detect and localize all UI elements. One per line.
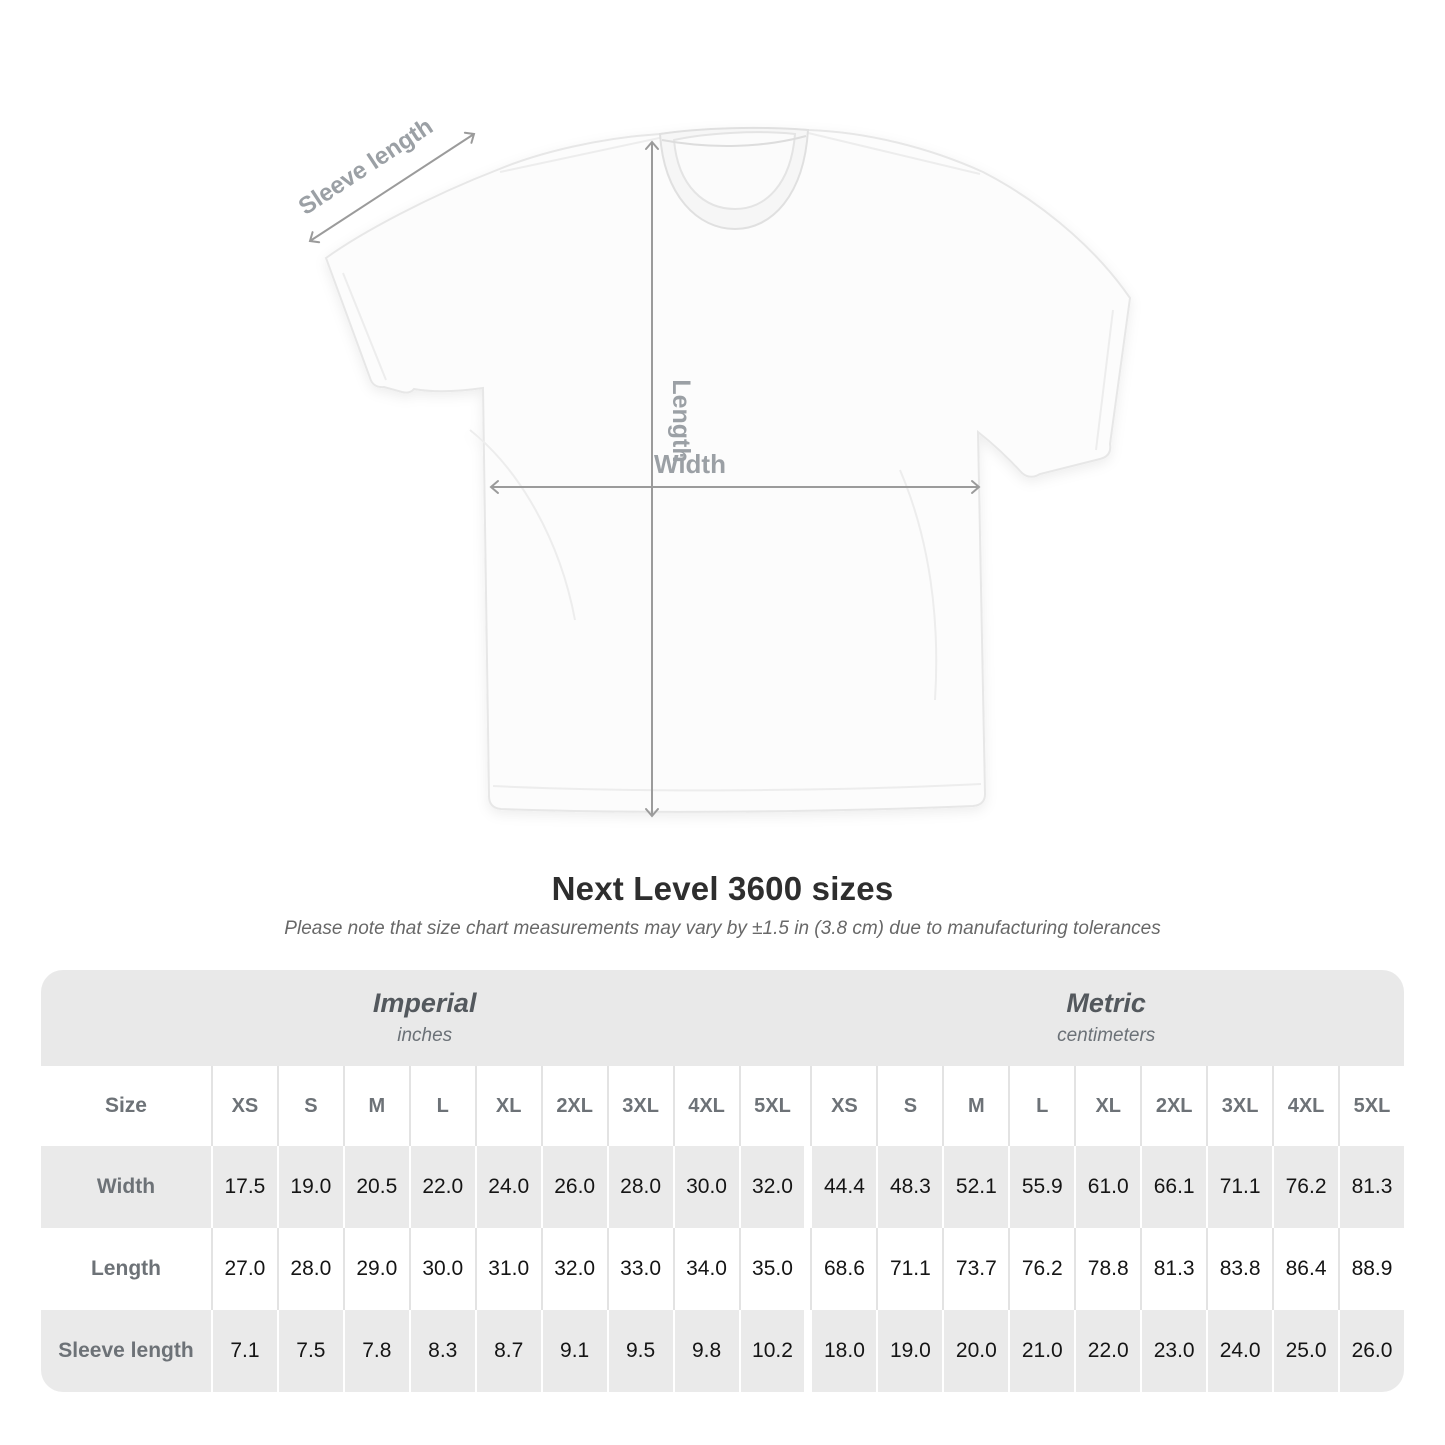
measurement-value: 28.0 <box>607 1146 673 1228</box>
table-row <box>41 1146 1404 1228</box>
measurement-value: 73.7 <box>942 1228 1008 1310</box>
size-corner-label: Size <box>104 1094 147 1117</box>
measurement-value: 8.7 <box>475 1310 541 1392</box>
measurement-value: 22.0 <box>1074 1310 1140 1392</box>
imperial-group-unit: inches <box>397 1025 453 1047</box>
measurement-value: 34.0 <box>673 1228 739 1310</box>
imperial-group-header <box>41 989 808 1048</box>
measurement-value: 78.8 <box>1074 1228 1140 1310</box>
heading-block <box>0 870 1445 940</box>
table-row <box>41 1310 1404 1392</box>
measurement-value: 26.0 <box>1338 1310 1404 1392</box>
tshirt-illustration <box>326 128 1130 812</box>
size-column-header: M <box>343 1066 409 1146</box>
measurement-value: 18.0 <box>810 1310 876 1392</box>
row-label: Length <box>90 1257 161 1280</box>
size-column-header: 5XL <box>1338 1066 1404 1146</box>
size-column-header: S <box>277 1066 343 1146</box>
size-column-header: 4XL <box>673 1066 739 1146</box>
measurement-value: 30.0 <box>673 1146 739 1228</box>
measurement-value: 23.0 <box>1140 1310 1206 1392</box>
measurement-value: 32.0 <box>541 1228 607 1310</box>
measurement-value: 8.3 <box>409 1310 475 1392</box>
size-table <box>41 970 1404 1392</box>
size-column-header: 2XL <box>541 1066 607 1146</box>
unit-group-header-band <box>41 970 1404 1066</box>
measurement-value: 76.2 <box>1272 1146 1338 1228</box>
measurement-value: 7.1 <box>211 1310 277 1392</box>
measurement-value: 81.3 <box>1338 1146 1404 1228</box>
measurement-value: 32.0 <box>739 1146 805 1228</box>
measurement-value: 81.3 <box>1140 1228 1206 1310</box>
measurement-value: 27.0 <box>211 1228 277 1310</box>
measurement-value: 29.0 <box>343 1228 409 1310</box>
size-column-header: 4XL <box>1272 1066 1338 1146</box>
measurement-value: 30.0 <box>409 1228 475 1310</box>
measurement-value: 52.1 <box>942 1146 1008 1228</box>
measurement-value: 9.5 <box>607 1310 673 1392</box>
measurement-value: 19.0 <box>876 1310 942 1392</box>
size-header-row <box>41 1066 1404 1146</box>
size-column-header: 2XL <box>1140 1066 1206 1146</box>
size-table-body <box>41 1066 1404 1392</box>
row-label: Width <box>96 1175 156 1198</box>
metric-group-header <box>808 989 1404 1048</box>
size-column-header: 3XL <box>607 1066 673 1146</box>
measurement-value: 9.8 <box>673 1310 739 1392</box>
measurement-value: 35.0 <box>739 1228 805 1310</box>
measurement-value: 22.0 <box>409 1146 475 1228</box>
size-column-header: L <box>409 1066 475 1146</box>
measurement-value: 44.4 <box>810 1146 876 1228</box>
size-column-header: XL <box>475 1066 541 1146</box>
measurement-value: 86.4 <box>1272 1228 1338 1310</box>
imperial-group-label: Imperial <box>372 987 477 1018</box>
sleeve-length-label: Sleeve length <box>293 112 438 221</box>
measurement-value: 48.3 <box>876 1146 942 1228</box>
measurement-value: 28.0 <box>277 1228 343 1310</box>
size-chart-subtitle: Please note that size chart measurements may vary by ±1.5 in (3.8 cm) due to manufacturing tolerances <box>284 918 1161 939</box>
metric-group-unit: centimeters <box>1057 1025 1156 1047</box>
measurement-value: 31.0 <box>475 1228 541 1310</box>
measurement-value: 7.5 <box>277 1310 343 1392</box>
measurement-value: 66.1 <box>1140 1146 1206 1228</box>
measurement-value: 17.5 <box>211 1146 277 1228</box>
size-column-header: S <box>876 1066 942 1146</box>
measurement-value: 20.5 <box>343 1146 409 1228</box>
size-column-header: XS <box>211 1066 277 1146</box>
metric-group-label: Metric <box>1066 987 1146 1018</box>
measurement-value: 61.0 <box>1074 1146 1140 1228</box>
measurement-value: 9.1 <box>541 1310 607 1392</box>
measurement-value: 76.2 <box>1008 1228 1074 1310</box>
size-column-header: XL <box>1074 1066 1140 1146</box>
width-label: Width <box>654 449 726 479</box>
tshirt-body <box>326 129 1130 812</box>
measurement-value: 83.8 <box>1206 1228 1272 1310</box>
measurement-value: 21.0 <box>1008 1310 1074 1392</box>
measurement-value: 24.0 <box>475 1146 541 1228</box>
measurement-value: 24.0 <box>1206 1310 1272 1392</box>
measurement-value: 88.9 <box>1338 1228 1404 1310</box>
size-column-header: 5XL <box>739 1066 805 1146</box>
measurement-value: 33.0 <box>607 1228 673 1310</box>
length-label: Length <box>667 379 695 463</box>
measurement-value: 55.9 <box>1008 1146 1074 1228</box>
measurement-value: 68.6 <box>810 1228 876 1310</box>
size-column-header: L <box>1008 1066 1074 1146</box>
size-column-header: 3XL <box>1206 1066 1272 1146</box>
size-column-header: XS <box>810 1066 876 1146</box>
measurement-value: 71.1 <box>876 1228 942 1310</box>
table-row <box>41 1228 1404 1310</box>
size-column-header: M <box>942 1066 1008 1146</box>
size-chart-title: Next Level 3600 sizes <box>551 870 894 907</box>
measurement-value: 26.0 <box>541 1146 607 1228</box>
measurement-value: 19.0 <box>277 1146 343 1228</box>
measurement-value: 10.2 <box>739 1310 805 1392</box>
measurement-value: 7.8 <box>343 1310 409 1392</box>
measurement-value: 20.0 <box>942 1310 1008 1392</box>
row-label: Sleeve length <box>58 1339 194 1362</box>
measurement-value: 71.1 <box>1206 1146 1272 1228</box>
measurement-value: 25.0 <box>1272 1310 1338 1392</box>
